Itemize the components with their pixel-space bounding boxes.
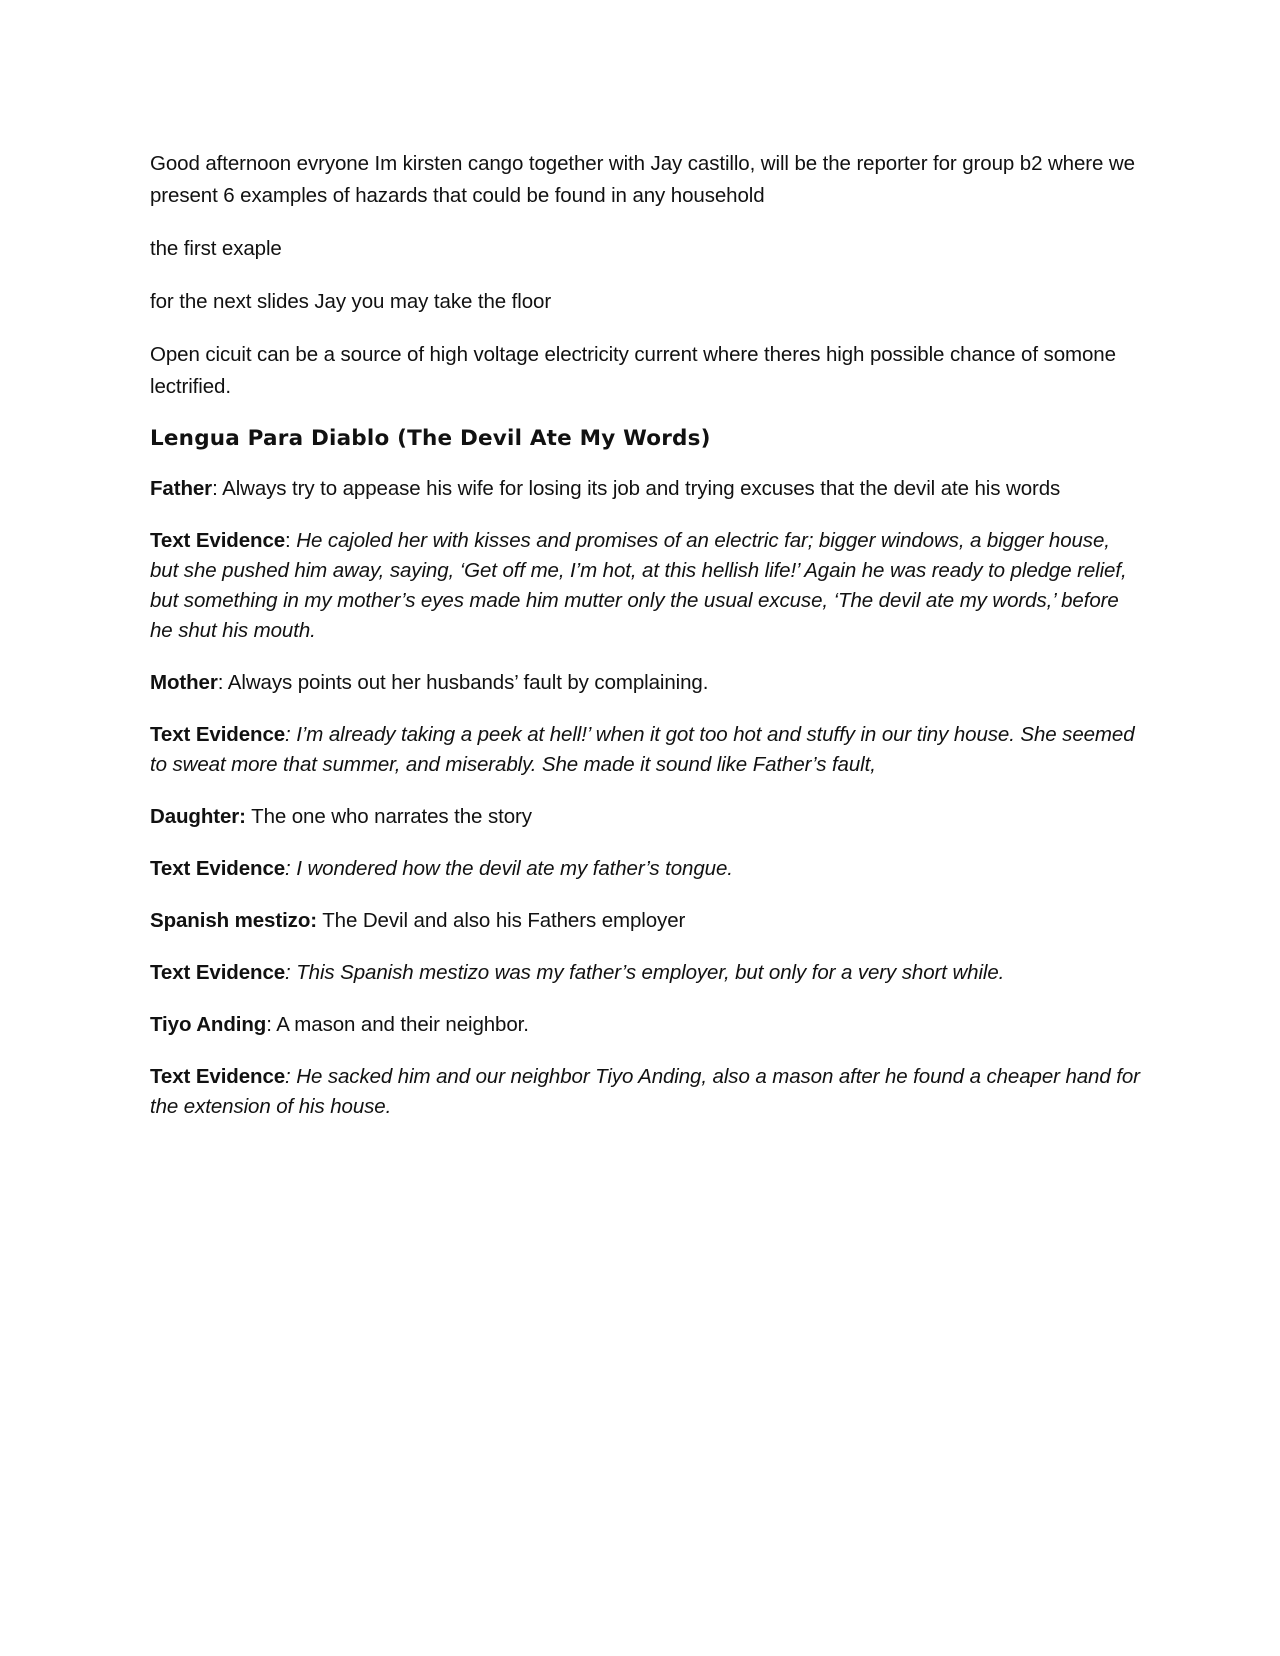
text-evidence-quote: He cajoled her with kisses and promises of an electric far; bigger windows, a bigger house, but she pushed him away, saying, ‘Get off me, I’m hot, at this hellish life!’ Again he was ready to pledge relief, but something in my mother’s eyes made him mutter only the usual excuse, ‘The devil ate my words,’ before he shut his mouth. xyxy=(150,529,1127,642)
character-description xyxy=(150,667,1140,699)
separator: : xyxy=(285,529,297,552)
text-evidence xyxy=(150,1062,1140,1122)
separator: : xyxy=(285,723,297,746)
text-evidence-quote: He sacked him and our neighbor Tiyo Anding, also a mason after he found a cheaper hand for the extension of his house. xyxy=(150,1065,1140,1118)
separator: : xyxy=(285,961,297,984)
character-desc-text: Always points out her husbands’ fault by complaining. xyxy=(227,671,709,694)
text-evidence-label: Text Evidence xyxy=(150,723,286,746)
character-desc-text: Always try to appease his wife for losing its job and trying excuses that the devil ate his words xyxy=(222,477,1061,500)
text-evidence xyxy=(150,958,1140,988)
separator: : xyxy=(212,477,223,500)
character-desc-text: The Devil and also his Fathers employer xyxy=(322,909,686,932)
text-evidence-label: Text Evidence xyxy=(150,961,286,984)
character-description xyxy=(150,1009,1140,1041)
character-name: Spanish mestizo: xyxy=(150,909,317,932)
character-name: Mother xyxy=(150,671,218,694)
character-name: Daughter: xyxy=(150,805,246,828)
document-page xyxy=(150,148,1140,1143)
separator: : xyxy=(217,671,228,694)
character-name: Father xyxy=(150,477,213,500)
intro-paragraph: the first exaple xyxy=(150,237,282,260)
text-evidence-label: Text Evidence xyxy=(150,529,286,552)
character-desc-text: A mason and their neighbor. xyxy=(276,1013,529,1036)
text-evidence xyxy=(150,854,1140,884)
text-evidence xyxy=(150,720,1140,780)
section-heading: Lengua Para Diablo (The Devil Ate My Words) xyxy=(150,426,711,451)
character-desc-text: The one who narrates the story xyxy=(251,805,532,828)
separator: : xyxy=(285,857,297,880)
character-description xyxy=(150,905,1140,937)
separator: : xyxy=(285,1065,297,1088)
text-evidence-quote: I wondered how the devil ate my father’s tongue. xyxy=(296,857,733,880)
character-name: Tiyo Anding xyxy=(150,1013,267,1036)
intro-paragraph: for the next slides Jay you may take the floor xyxy=(150,290,552,313)
text-evidence-label: Text Evidence xyxy=(150,857,286,880)
text-evidence-quote: I’m already taking a peek at hell!’ when it got too hot and stuffy in our tiny house. She seemed to sweat more that summer, and miserably. She made it sound like Father’s fault, xyxy=(150,723,1135,776)
intro-paragraph: Open cicuit can be a source of high voltage electricity current where theres high possible chance of somone lectrified. xyxy=(150,343,1116,398)
text-evidence xyxy=(150,526,1140,646)
text-evidence-label: Text Evidence xyxy=(150,1065,286,1088)
character-description xyxy=(150,801,1140,833)
text-evidence-quote: This Spanish mestizo was my father’s employer, but only for a very short while. xyxy=(296,961,1005,984)
separator: : xyxy=(266,1013,277,1036)
character-description xyxy=(150,473,1140,505)
intro-paragraph: Good afternoon evryone Im kirsten cango together with Jay castillo, will be the reporter for group b2 where we present 6 examples of hazards that could be found in any household xyxy=(150,152,1135,207)
